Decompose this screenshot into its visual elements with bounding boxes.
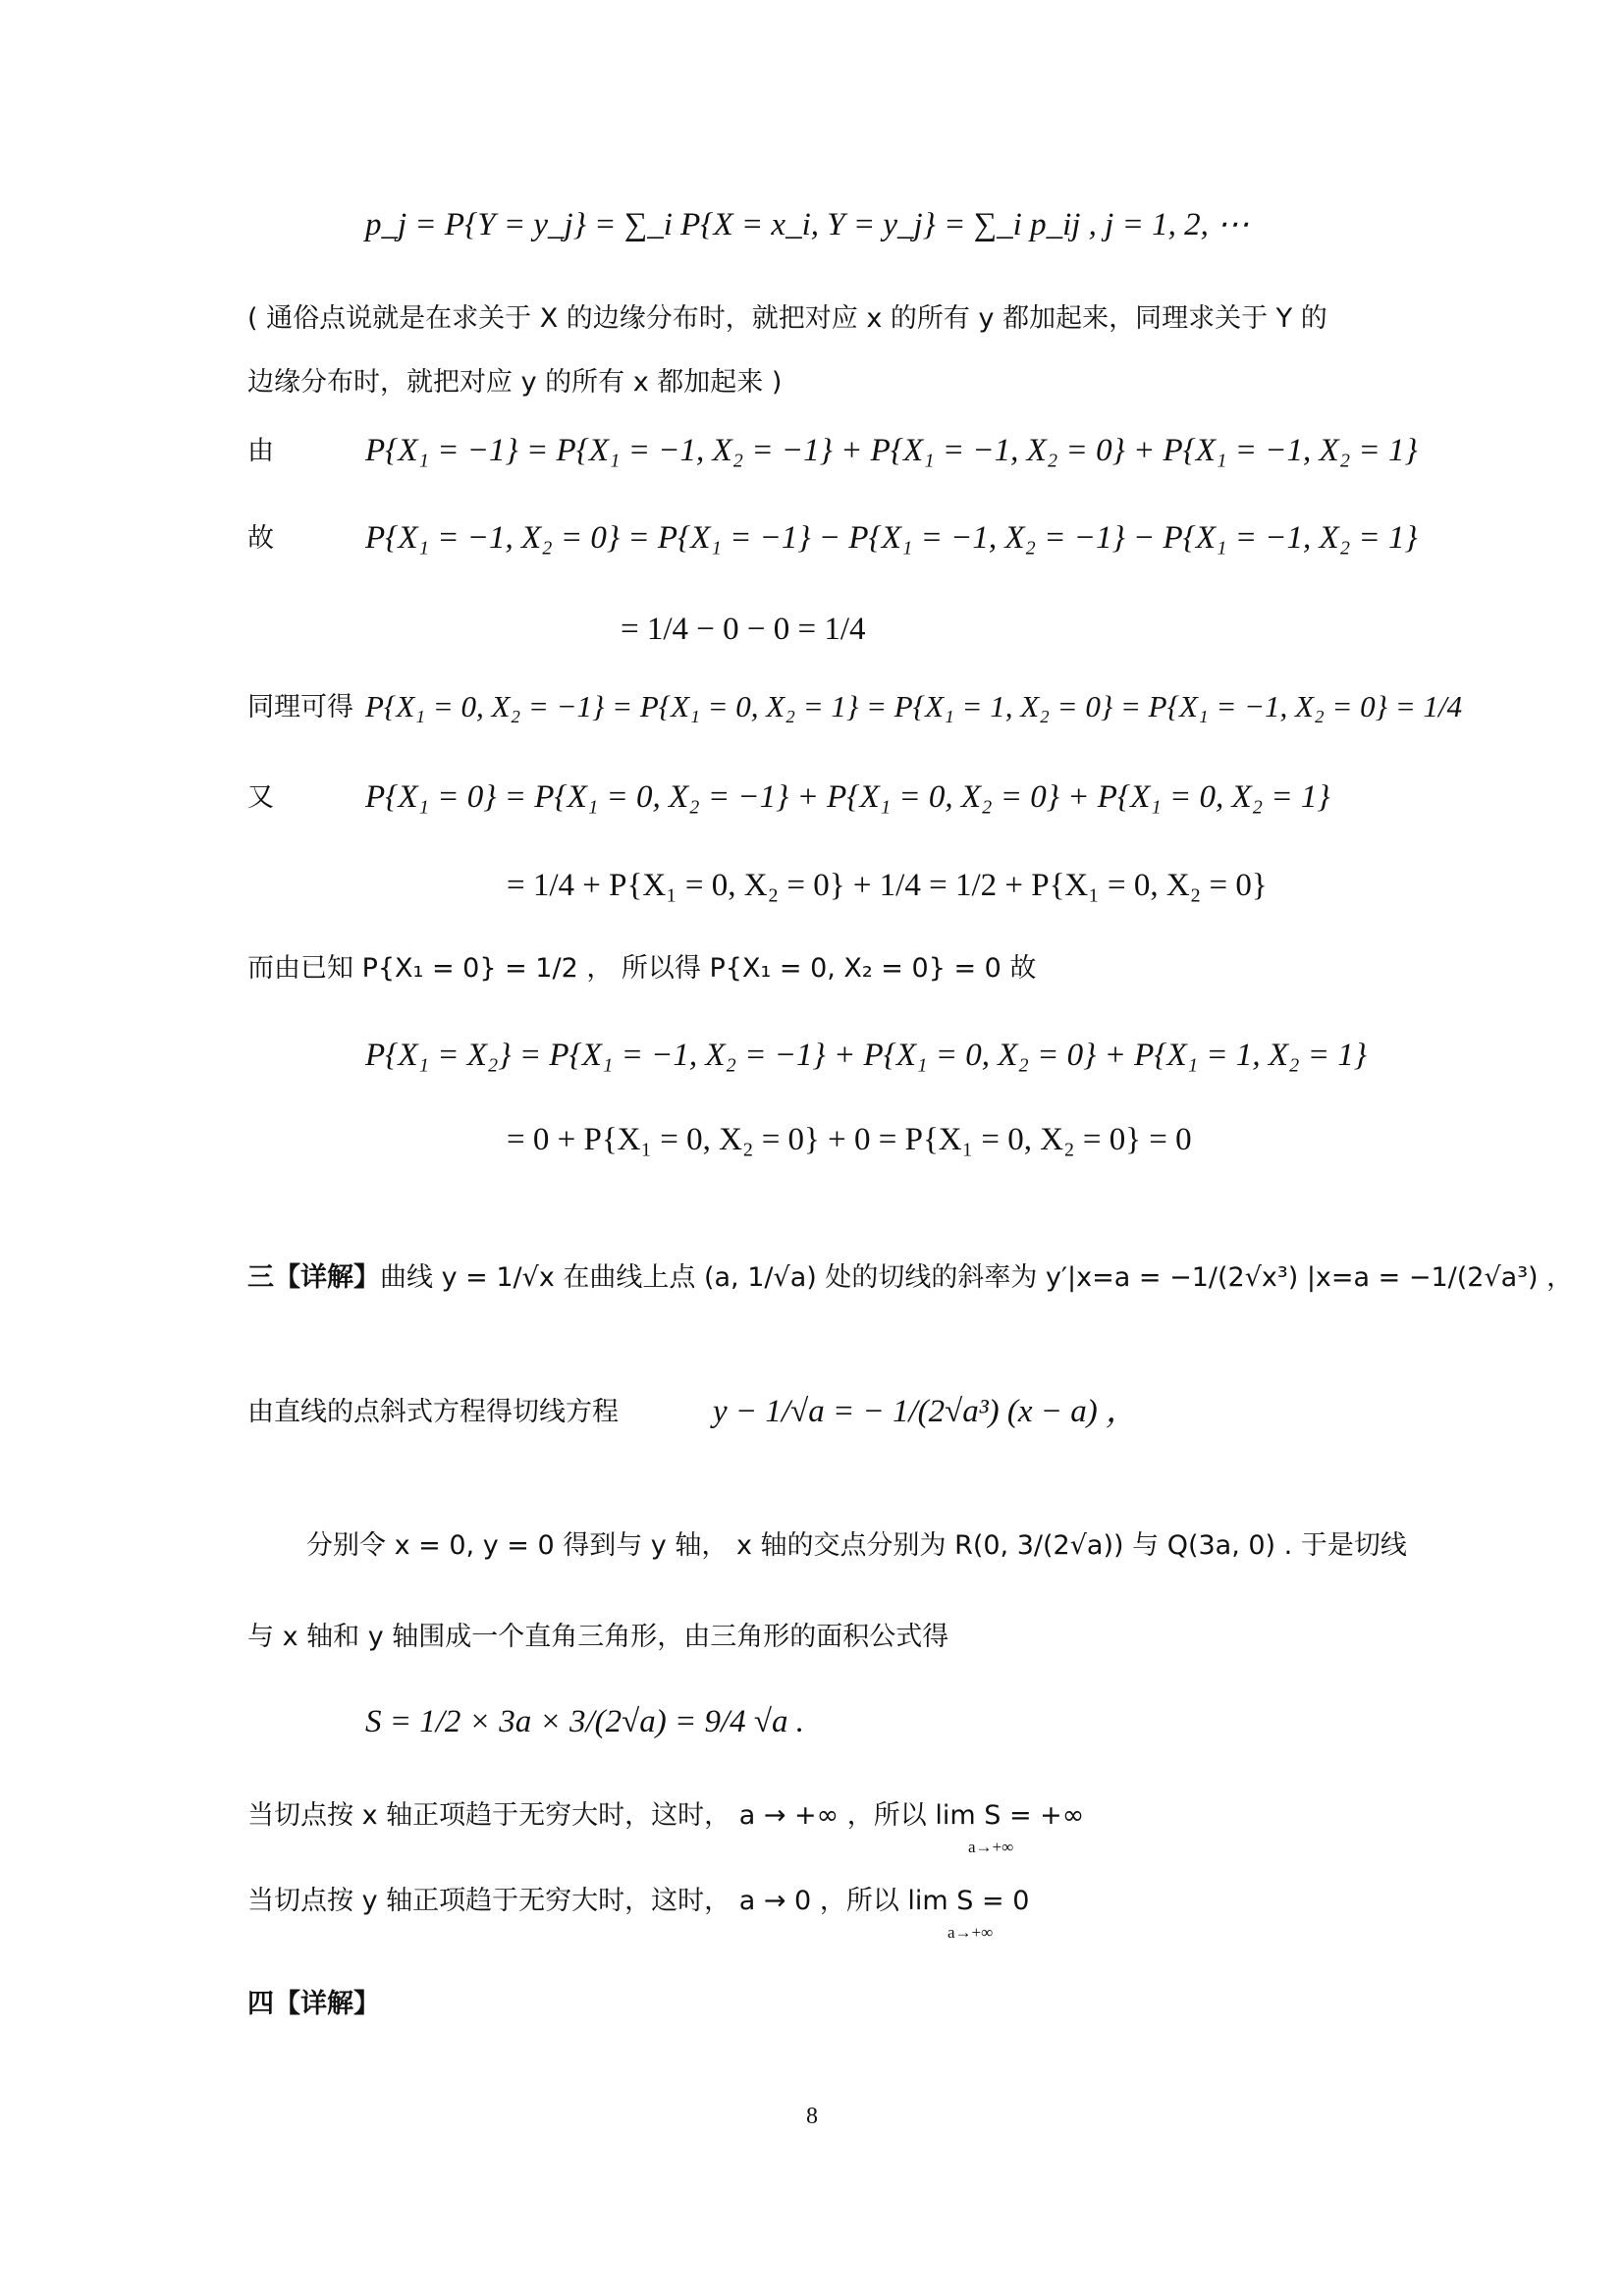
formula-p-x1-neg1: P{X₁ = −1} = P{X₁ = −1, X₂ = −1} + P{X₁ = −1, X₂ = 0} + P{X₁ = −1, X₂ = 1} xyxy=(365,433,1418,468)
formula-p-x1-0: P{X₁ = 0} = P{X₁ = 0, X₂ = −1} + P{X₁ = 0, X₂ = 0} + P{X₁ = 0, X₂ = 1} xyxy=(365,779,1330,815)
section-3-heading: 三【详解】 xyxy=(247,1262,380,1293)
limit-infinity-sub: a→+∞ xyxy=(968,1838,1014,1856)
formula-p-x1-neg1-x2-0: P{X₁ = −1, X₂ = 0} = P{X₁ = −1} − P{X₁ = −1, X₂ = −1} − P{X₁ = −1, X₂ = 1} xyxy=(365,520,1418,556)
note-line-2: 边缘分布时，就把对应 y 的所有 x 都加起来 ) xyxy=(247,367,783,398)
section-4-heading: 四【详解】 xyxy=(247,1989,380,2019)
known-condition-line: 而由已知 P{X₁ = 0} = 1/2 ， 所以得 P{X₁ = 0, X₂ = 0} = 0 故 xyxy=(247,953,1037,984)
label-you: 由 xyxy=(247,436,274,466)
formula-equal-quarters: P{X₁ = 0, X₂ = −1} = P{X₁ = 0, X₂ = 1} = P{X₁ = 1, X₂ = 0} = P{X₁ = −1, X₂ = 0} = 1/4 xyxy=(365,689,1463,723)
label-gu: 故 xyxy=(247,523,274,554)
triangle-line: 与 x 轴和 y 轴围成一个直角三角形，由三角形的面积公式得 xyxy=(247,1622,949,1652)
formula-p-x1-eq-x2: P{X₁ = X₂} = P{X₁ = −1, X₂ = −1} + P{X₁ = 0, X₂ = 0} + P{X₁ = 1, X₂ = 1} xyxy=(365,1038,1367,1073)
formula-p-x1-0-expanded: = 1/4 + P{X₁ = 0, X₂ = 0} + 1/4 = 1/2 + P{X₁ = 0, X₂ = 0} xyxy=(507,868,1268,903)
label-you2: 又 xyxy=(247,782,274,813)
note-line-1: ( 通俗点说就是在求关于 X 的边缘分布时，就把对应 x 的所有 y 都加起来，同理求关于 Y 的 xyxy=(247,303,1327,334)
limit-infinity-line: 当切点按 x 轴正项趋于无穷大时，这时， a → +∞ ，所以 lim S = +∞ xyxy=(247,1800,1085,1831)
formula-marginal-y: p_j = P{Y = y_j} = ∑_i P{X = x_i, Y = y_j} = ∑_i p_ij , j = 1, 2, ⋯ xyxy=(365,207,1250,242)
tangent-intro: 由直线的点斜式方程得切线方程 xyxy=(247,1397,619,1427)
limit-zero-sub: a→+∞ xyxy=(947,1923,994,1942)
formula-quarter-result: = 1/4 − 0 − 0 = 1/4 xyxy=(621,612,866,647)
label-tongli: 同理可得 xyxy=(247,692,353,722)
section-3-line-1: 曲线 y = 1/√x 在曲线上点 (a, 1/√a) 处的切线的斜率为 y′|x=a = −1/(2√x³) |x=a = −1/(2√a³) ， xyxy=(380,1262,1574,1293)
limit-zero-line: 当切点按 y 轴正项趋于无穷大时，这时， a → 0 ，所以 lim S = 0 xyxy=(247,1886,1030,1916)
tangent-equation: y − 1/√a = − 1/(2√a³) (x − a) ， xyxy=(713,1394,1139,1429)
formula-final-zero: = 0 + P{X₁ = 0, X₂ = 0} + 0 = P{X₁ = 0, X₂ = 0} = 0 xyxy=(507,1122,1192,1157)
intercepts-line: 分别令 x = 0, y = 0 得到与 y 轴， x 轴的交点分别为 R(0, 3/(2√a)) 与 Q(3a, 0) . 于是切线 xyxy=(306,1530,1407,1561)
page-number: 8 xyxy=(806,2104,818,2129)
area-formula: S = 1/2 × 3a × 3/(2√a) = 9/4 √a . xyxy=(365,1704,805,1739)
